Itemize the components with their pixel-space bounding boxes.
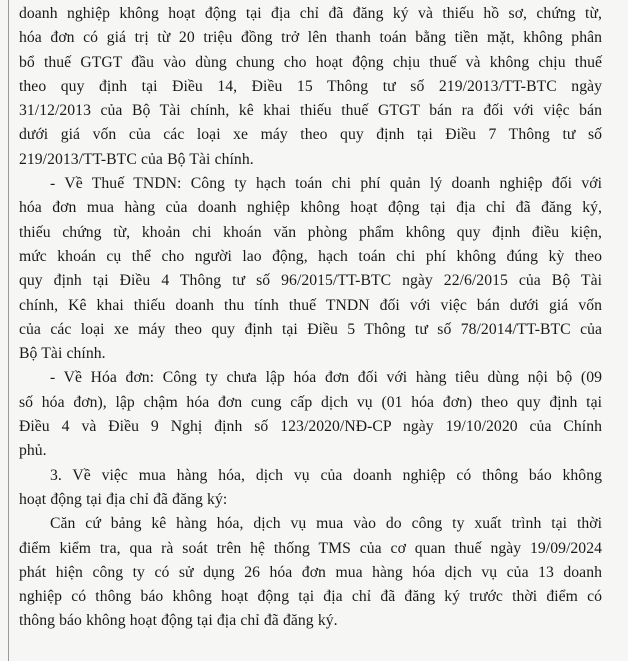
text-line: mức khoán cụ thể cho người lao động, hạch toán chi phí không đúng kỳ theo (19, 247, 602, 265)
text-line: - Về Thuế TNDN: Công ty hạch toán chi phí quản lý doanh nghiệp đối với (50, 175, 602, 193)
section-heading-3 (19, 464, 602, 513)
text-line: 31/12/2013 của Bộ Tài chính, kê khai thiếu thuế GTGT bán ra đối với việc bán (19, 102, 602, 120)
text-line: Điều 4 và Điều 9 Nghị định số 123/2020/NĐ-CP ngày 19/10/2020 của Chính (19, 418, 602, 436)
paragraph-invoice (19, 366, 602, 463)
text-line: hóa đơn mua hàng của doanh nghiệp không hoạt động tại địa chỉ đã đăng ký, (19, 199, 602, 217)
text-line: Căn cứ bảng kê hàng hóa, dịch vụ mua vào do công ty xuất trình tại thời (50, 515, 602, 533)
text-line: hóa đơn có giá trị từ 20 triệu đồng trở lên thanh toán bằng tiền mặt, không phân (19, 29, 602, 47)
text-line: theo quy định tại Điều 14, Điều 15 Thông tư số 219/2013/TT-BTC ngày (19, 77, 602, 95)
text-line: phát hiện công ty có sử dụng 26 hóa đơn mua hàng hóa dịch vụ của 13 doanh (19, 563, 602, 581)
text-line: doanh nghiệp không hoạt động tại địa chỉ đã đăng ký và thiếu hồ sơ, chứng từ, (19, 5, 602, 22)
paragraph-cit (19, 172, 602, 366)
text-line: Bộ Tài chính. (19, 345, 106, 363)
text-line: - Về Hóa đơn: Công ty chưa lập hóa đơn đối với hàng tiêu dùng nội bộ (09 (50, 369, 602, 387)
text-line: 219/2013/TT-BTC của Bộ Tài chính. (19, 150, 254, 168)
text-line: thiếu chứng từ, khoản chi khoán văn phòng phẩm không quy định điều kiện, (19, 223, 602, 241)
text-line: nghiệp có thông báo không hoạt động tại địa chỉ đã đăng ký trước thời điểm có (19, 588, 602, 606)
text-line: phủ. (19, 442, 47, 460)
text-line: hoạt động tại địa chỉ đã đăng ký: (19, 490, 228, 508)
text-line: điểm kiểm tra, qua rà soát trên hệ thống TMS của cơ quan thuế ngày 19/09/2024 (19, 539, 602, 557)
paragraph-findings (19, 512, 602, 633)
text-line: dưới giá vốn của các loại xe máy theo quy định tại Điều 7 Thông tư số (19, 126, 602, 144)
text-line: thông báo không hoạt động tại địa chỉ đã đăng ký. (19, 612, 338, 630)
text-line: của các loại xe máy theo quy định tại Điều 5 Thông tư số 78/2014/TT-BTC của (19, 320, 602, 338)
text-line: quy định tại Điều 4 Thông tư số 96/2015/TT-BTC ngày 22/6/2015 của Bộ Tài (19, 272, 602, 290)
text-line: chính, Kê khai thiếu doanh thu tính thuế TNDN đối với việc bán dưới giá vốn (19, 296, 602, 314)
text-line: số hóa đơn), lập chậm hóa đơn cung cấp dịch vụ (01 hóa đơn) theo quy định tại (19, 393, 602, 411)
text-line: bổ thuế GTGT đầu vào dùng chung cho hoạt động chịu thuế và không chịu thuế (19, 53, 602, 71)
paragraph-vat-continuation (19, 2, 602, 172)
text-line: 3. Về việc mua hàng hóa, dịch vụ của doanh nghiệp có thông báo không (50, 466, 602, 484)
